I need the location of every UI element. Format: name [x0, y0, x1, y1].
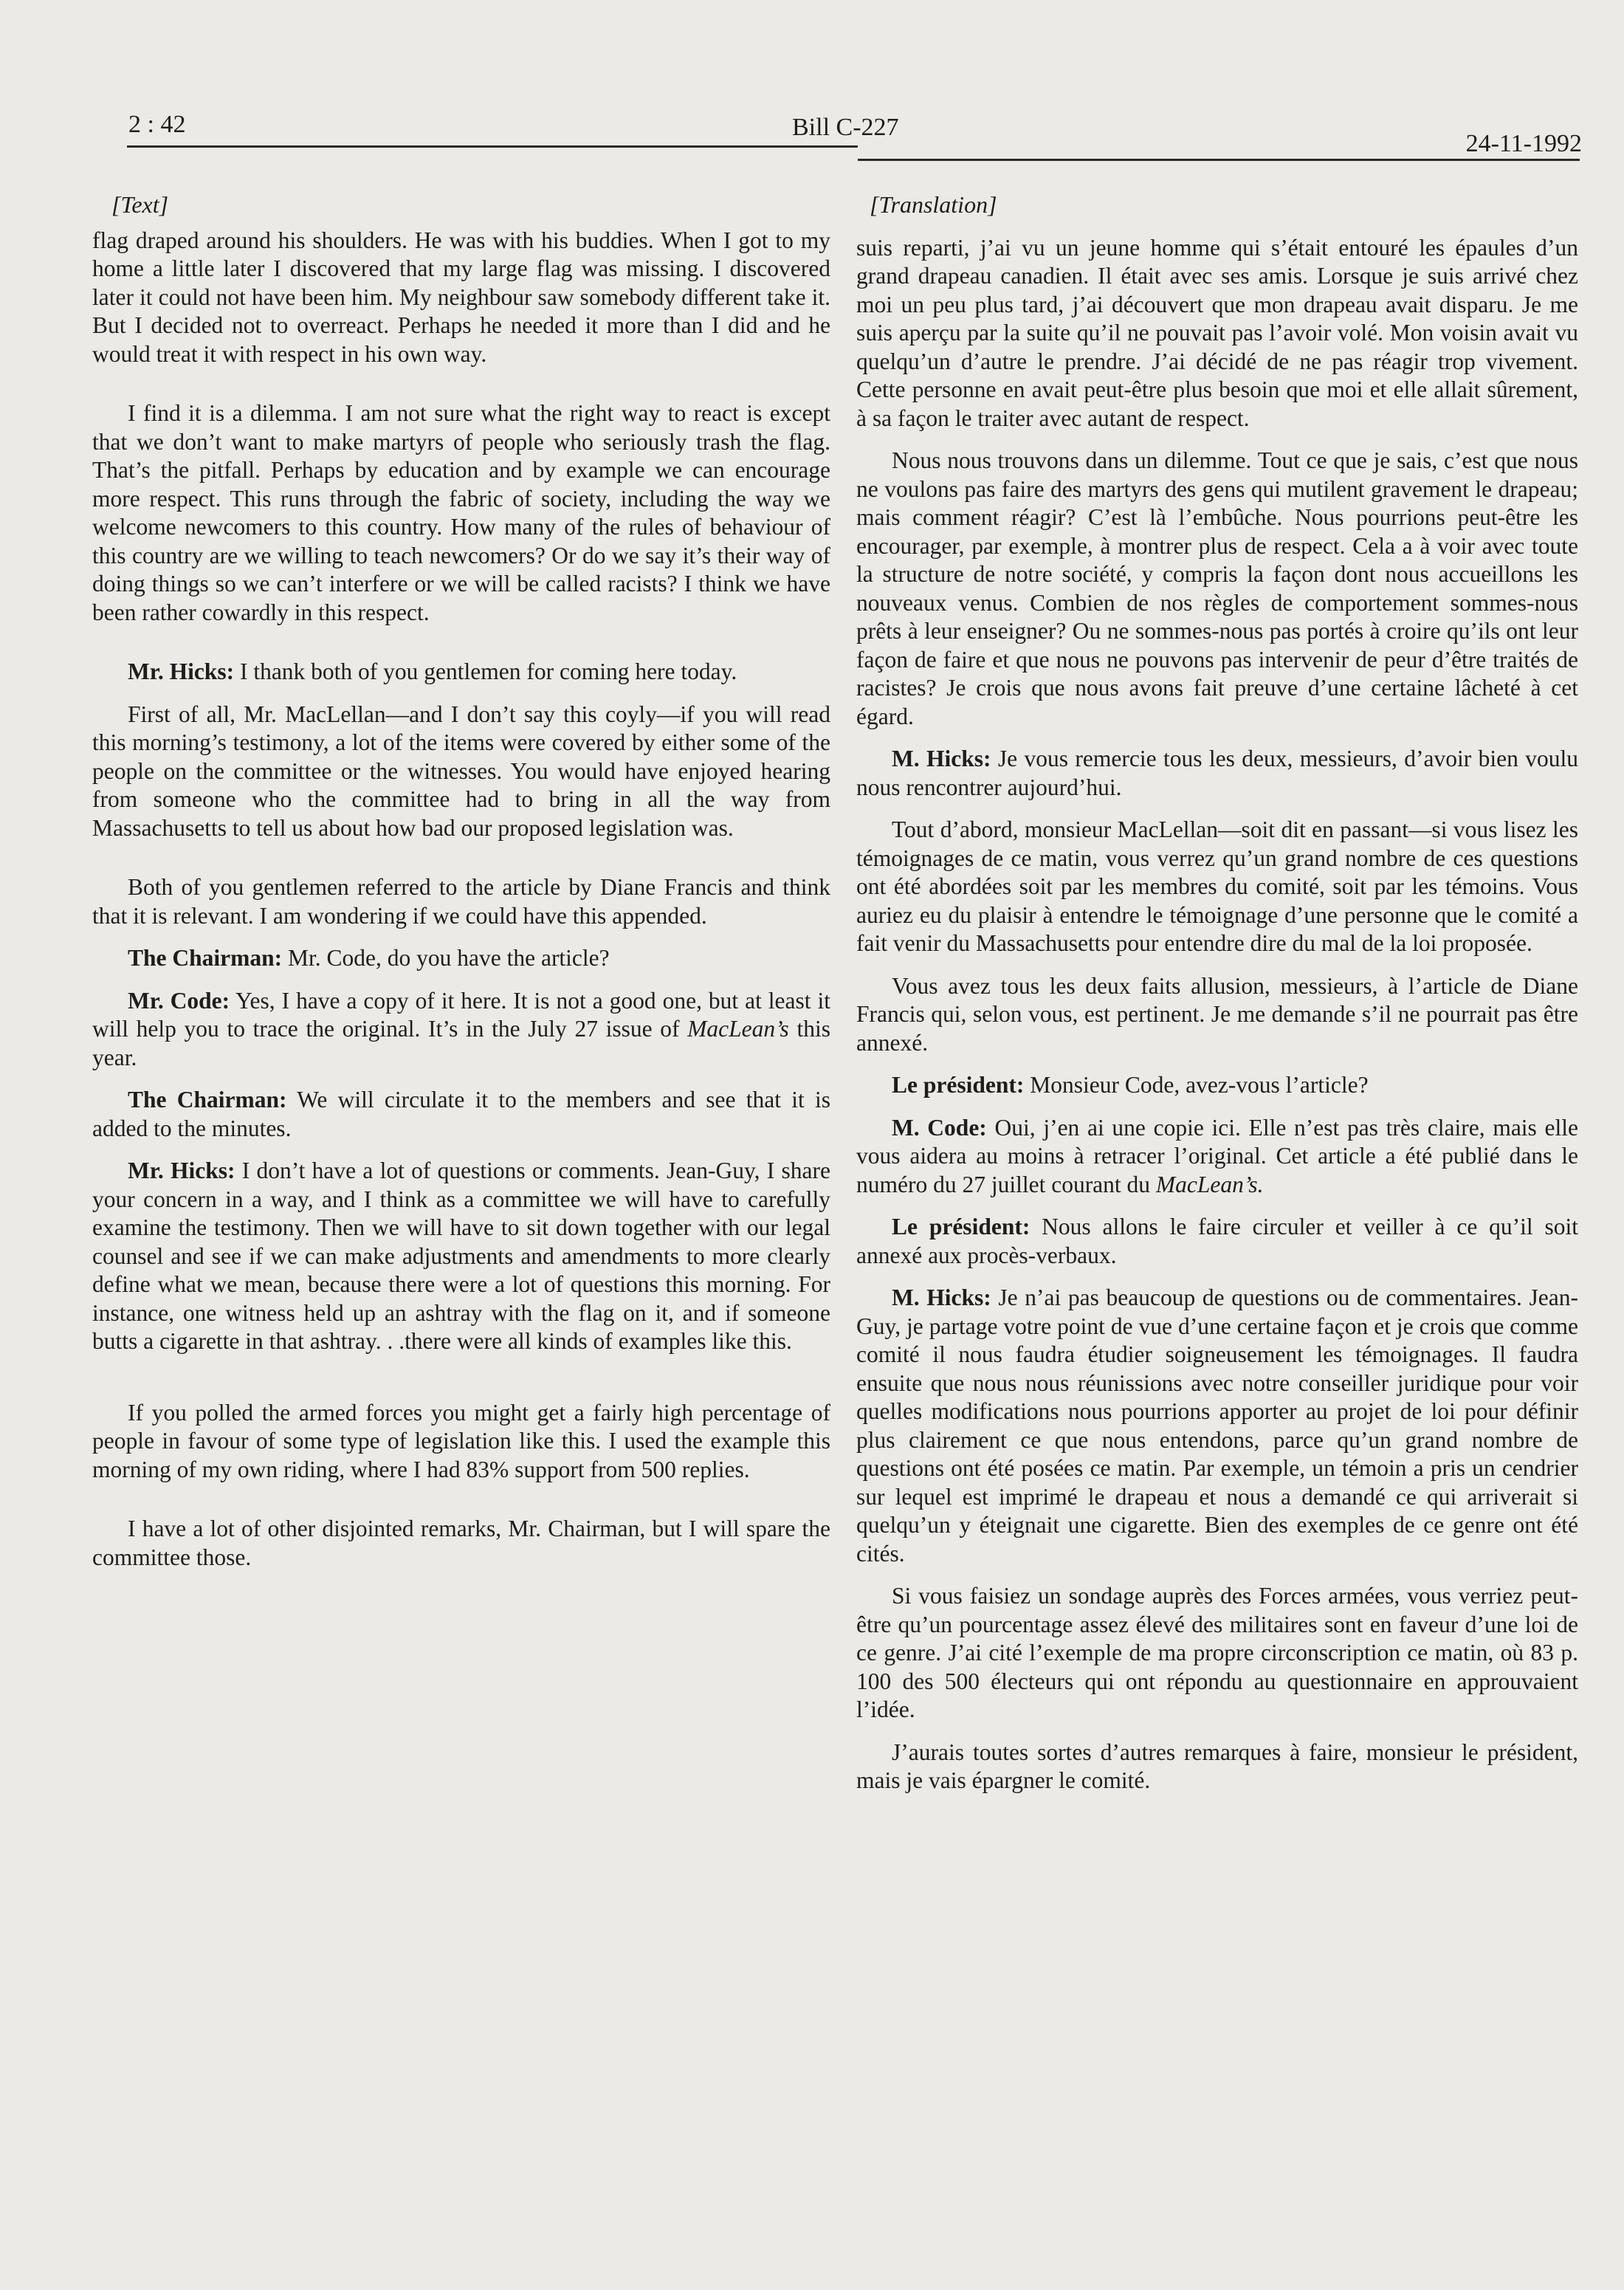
paragraph: M. Hicks: Je vous remercie tous les deux, messieurs, d’avoir bien voulu nous rencontrer aujourd’hui.	[856, 746, 1578, 800]
paragraph: I find it is a dilemma. I am not sure what the right way to react is except that we don’t want to make martyrs of people who seriously trash the flag. That’s the pitfall. Perhaps by education and by example we can encourage more respect. This runs through the fabric of society, including the way we welcome newcomers to this country. How many of the rules of behaviour of this country are we willing to teach newcomers? Or do we say it’s their way of doing things so we can’t interfere or we will be called racists? I think we have been rather cowardly in this respect.	[92, 400, 830, 625]
bill-title: Bill C-227	[792, 114, 899, 141]
speaker-name: The Chairman:	[128, 945, 283, 971]
paragraph: M. Hicks: Je n’ai pas beaucoup de questions ou de commentaires. Jean-Guy, je partage votre point de vue d’une certaine façon et je crois que comme comité il nous faudra étudier soigneusement les témoignages. Il faudra ensuite que nous nous réunissions avec notre conseiller juridique pour voir quelles modifications nous pourrions apporter au projet de loi pour définir plus clairement ce que nous entendons, parce qu’un grand nombre de questions ont été posées ce matin. Par exemple, un témoin a pris un cendrier sur lequel est imprimé le drapeau et nous a demandé ce qui arriverait si quelqu’un y éteignait une cigarette. Bien des exemples de ce genre ont été cités.	[856, 1285, 1578, 1567]
paragraph: Mr. Code: Yes, I have a copy of it here. It is not a good one, but at least it will help you to trace the original. It’s in the July 27 issue of MacLean’s this year.	[92, 987, 830, 1070]
paragraph: Le président: Monsieur Code, avez-vous l’article?	[892, 1072, 1369, 1098]
paragraph: J’aurais toutes sortes d’autres remarques à faire, monsieur le président, mais je vais épargner le comité.	[856, 1739, 1578, 1793]
paragraph: Mr. Hicks: I thank both of you gentlemen for coming here today.	[128, 659, 737, 684]
paragraph: Le président: Nous allons le faire circuler et veiller à ce qu’il soit annexé aux procès-verbaux.	[856, 1214, 1579, 1268]
header-rule-left	[127, 145, 858, 148]
speaker-name: The Chairman:	[128, 1087, 287, 1113]
paragraph: Nous nous trouvons dans un dilemme. Tout ce que je sais, c’est que nous ne voulons pas faire des martyrs des gens qui mutilent gravement le drapeau; mais comment réagir? C’est là l’embûche. Nous pourrions peut-être les encourager, par exemple, à montrer plus de respect. Cela a à voir avec toute la structure de notre société, y compris la façon dont nous accueillons les nouveaux venus. Combien de nos règles de comportement sommes-nous prêts à leur enseigner? Ou ne sommes-nous pas portés à croire qu’ils ont leur façon de faire et que nous ne pouvons pas intervenir de peur d’être traités de racistes? Je crois que nous avons fait preuve d’une certaine lâcheté à cet égard.	[856, 447, 1578, 729]
sitting-date: 24-11-1992	[1465, 130, 1582, 157]
paragraph: suis reparti, j’ai vu un jeune homme qui s’était entouré les épaules d’un grand drapeau canadien. Il était avec ses amis. Lorsque je suis arrivé chez moi un peu plus tard, j’ai découvert que mon drapeau avait disparu. Je me suis aperçu par la suite qu’il ne pouvait pas l’avoir volé. Mon voisin avait vu quelqu’un d’autre le prendre. J’ai décidé de ne pas réagir trop vivement. Cette personne en avait peut-être plus besoin que moi et elle allait sûrement, à sa façon le traiter avec autant de respect.	[856, 234, 1578, 431]
magazine-title: MacLean’s.	[1155, 1171, 1264, 1197]
speaker-name: M. Hicks:	[892, 1285, 991, 1310]
speaker-name: Mr. Hicks:	[128, 1158, 235, 1183]
translation-label: [Translation]	[870, 191, 997, 218]
paragraph: Si vous faisiez un sondage auprès des Forces armées, vous verriez peut-être qu’un pourcentage assez élevé des militaires sont en faveur d’une loi de ce genre. J’ai cité l’exemple de ma propre circonscription ce matin, où 83 p. 100 des 500 électeurs qui ont répondu au questionnaire en approuvaient l’idée.	[856, 1583, 1578, 1722]
paragraph: The Chairman: We will circulate it to the members and see that it is added to the minutes.	[92, 1087, 830, 1141]
paragraph: I have a lot of other disjointed remarks, Mr. Chairman, but I will spare the committee those.	[92, 1516, 830, 1570]
speaker-name: Le président:	[892, 1214, 1031, 1239]
paragraph: If you polled the armed forces you might get a fairly high percentage of people in favour of some type of legislation like this. I used the example this morning of my own riding, where I had 83% support from 500 replies.	[92, 1399, 830, 1482]
paragraph: Both of you gentlemen referred to the article by Diane Francis and think that it is relevant. I am wondering if we could have this appended.	[92, 874, 830, 929]
page-header	[117, 111, 1582, 155]
magazine-title: MacLean’s	[687, 1016, 789, 1042]
page-number: 2 : 42	[128, 111, 186, 138]
speaker-name: Le président:	[892, 1072, 1025, 1098]
paragraph: M. Code: Oui, j’en ai une copie ici. Elle n’est pas très claire, mais elle vous aidera au moins à retracer l’original. Cet article a été publié dans le numéro du 27 juillet courant du MacLean’s.	[856, 1114, 1578, 1197]
paragraph: Mr. Hicks: I don’t have a lot of questions or comments. Jean-Guy, I share your concern in a way, and I think as a committee we will have to carefully examine the testimony. Then we will have to sit down together with our legal counsel and see if we can make adjustments and amendments to more clearly define what we mean, because there were a lot of questions this morning. For instance, one witness held up an ashtray with the flag on it, and if someone butts a cigarette in that ashtray. . .there were all kinds of examples like this.	[92, 1158, 830, 1354]
paragraph: flag draped around his shoulders. He was with his buddies. When I got to my home a little later I discovered that my large flag was missing. I discovered later it could not have been him. My neighbour saw somebody different take it. But I decided not to overreact. Perhaps he needed it more than I did and he would treat it with respect in his own way.	[92, 227, 830, 367]
speaker-name: M. Code:	[892, 1114, 987, 1141]
speaker-name: Mr. Hicks:	[128, 659, 235, 684]
english-column	[92, 190, 830, 1586]
speaker-name: Mr. Code:	[128, 987, 230, 1014]
header-rule-right	[858, 159, 1580, 161]
paragraph: Vous avez tous les deux faits allusion, messieurs, à l’article de Diane Francis qui, selon vous, est pertinent. Je me demande s’il ne pourrait pas être annexé.	[856, 972, 1578, 1056]
paragraph: First of all, Mr. MacLellan—and I don’t say this coyly—if you will read this morning’s testimony, a lot of the items were covered by either some of the people on the committee or the witnesses. You would have enjoyed hearing from someone who the committee had to bring in all the way from Massachusetts to tell us about how bad our proposed legislation was.	[92, 701, 830, 841]
paragraph: Tout d’abord, monsieur MacLellan—soit dit en passant—si vous lisez les témoignages de ce matin, vous verrez qu’un grand nombre de ces questions ont été abordées soit par les membres du comité, soit par les témoins. Vous auriez eu du plaisir à entendre le témoignage d’une personne que le comité a fait venir du Massachusetts pour entendre dire du mal de la loi proposée.	[856, 816, 1578, 956]
french-column	[856, 190, 1578, 1809]
speaker-name: M. Hicks:	[892, 746, 991, 771]
paragraph: The Chairman: Mr. Code, do you have the article?	[128, 945, 610, 971]
text-label: [Text]	[111, 191, 169, 218]
